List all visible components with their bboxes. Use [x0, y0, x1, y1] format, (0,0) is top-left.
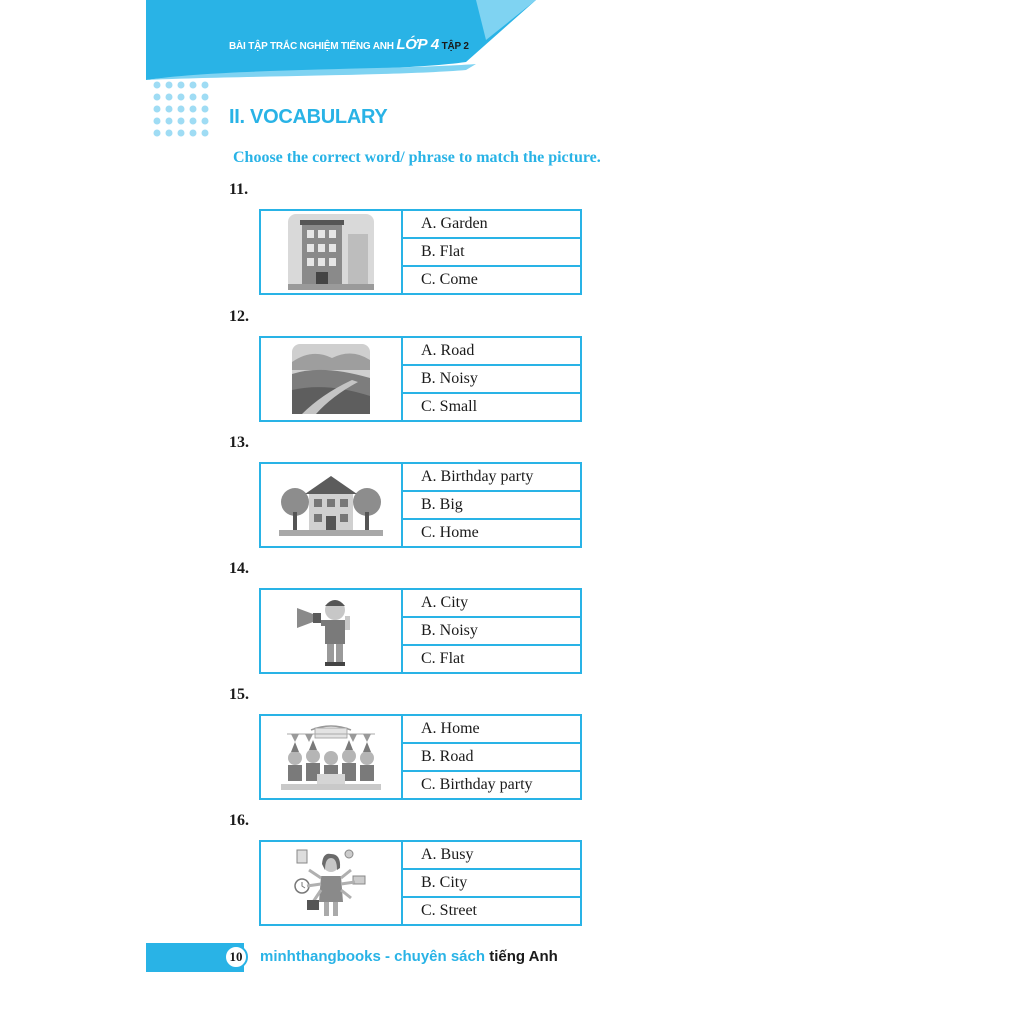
apartment-building-icon	[288, 214, 374, 290]
answer-option[interactable]: C. Home	[421, 524, 479, 541]
answer-option[interactable]: B. Noisy	[403, 366, 580, 394]
question-number: 13.	[229, 434, 249, 451]
book-title: BÀI TẬP TRẮC NGHIỆM TIẾNG ANH LỚP 4 TẬP 2	[229, 36, 469, 53]
answer-option[interactable]: C. Flat	[421, 650, 465, 667]
countryside-road-icon	[292, 344, 370, 414]
section-title: II. VOCABULARY	[229, 106, 388, 128]
volume-label: TẬP 2	[439, 41, 469, 52]
question-picture	[261, 211, 403, 293]
birthday-party-icon	[281, 722, 381, 792]
question-box	[259, 336, 582, 422]
answer-option[interactable]: A. Home	[403, 716, 580, 744]
page-number: 10	[224, 945, 248, 969]
decorative-dots	[152, 80, 214, 140]
question-box	[259, 209, 582, 295]
question-box	[259, 588, 582, 674]
question-picture	[261, 590, 403, 672]
instruction-text: Choose the correct word/ phrase to match the picture.	[233, 149, 601, 166]
question-number: 12.	[229, 308, 249, 325]
question-box	[259, 714, 582, 800]
question-number: 14.	[229, 560, 249, 577]
footer-brand-suffix: tiếng Anh	[489, 948, 558, 965]
answer-option[interactable]: A. Garden	[403, 211, 580, 239]
answer-option[interactable]: C. Small	[421, 398, 478, 415]
question-picture	[261, 464, 403, 546]
question-picture	[261, 842, 403, 924]
question-picture	[261, 716, 403, 798]
answer-option[interactable]: C. Street	[421, 902, 477, 919]
answer-option[interactable]: B. Road	[403, 744, 580, 772]
boy-megaphone-icon	[291, 594, 371, 668]
answer-option[interactable]: C. Birthday party	[421, 776, 533, 793]
answer-option[interactable]: B. Flat	[403, 239, 580, 267]
answer-option[interactable]: A. Busy	[403, 842, 580, 870]
answer-option[interactable]: A. Road	[403, 338, 580, 366]
busy-woman-icon	[293, 846, 369, 920]
answer-option[interactable]: A. City	[403, 590, 580, 618]
answer-option[interactable]: A. Birthday party	[403, 464, 580, 492]
answer-option[interactable]: B. Big	[403, 492, 580, 520]
answer-option[interactable]: B. City	[403, 870, 580, 898]
question-number: 16.	[229, 812, 249, 829]
big-house-icon	[279, 472, 383, 538]
question-box	[259, 462, 582, 548]
footer-brand: minhthangbooks - chuyên sách tiếng Anh	[260, 948, 558, 965]
answer-option[interactable]: C. Come	[421, 271, 478, 288]
question-number: 11.	[229, 181, 249, 198]
question-box	[259, 840, 582, 926]
question-picture	[261, 338, 403, 420]
grade-label: LỚP 4	[396, 36, 440, 53]
answer-option[interactable]: B. Noisy	[403, 618, 580, 646]
question-number: 15.	[229, 686, 249, 703]
